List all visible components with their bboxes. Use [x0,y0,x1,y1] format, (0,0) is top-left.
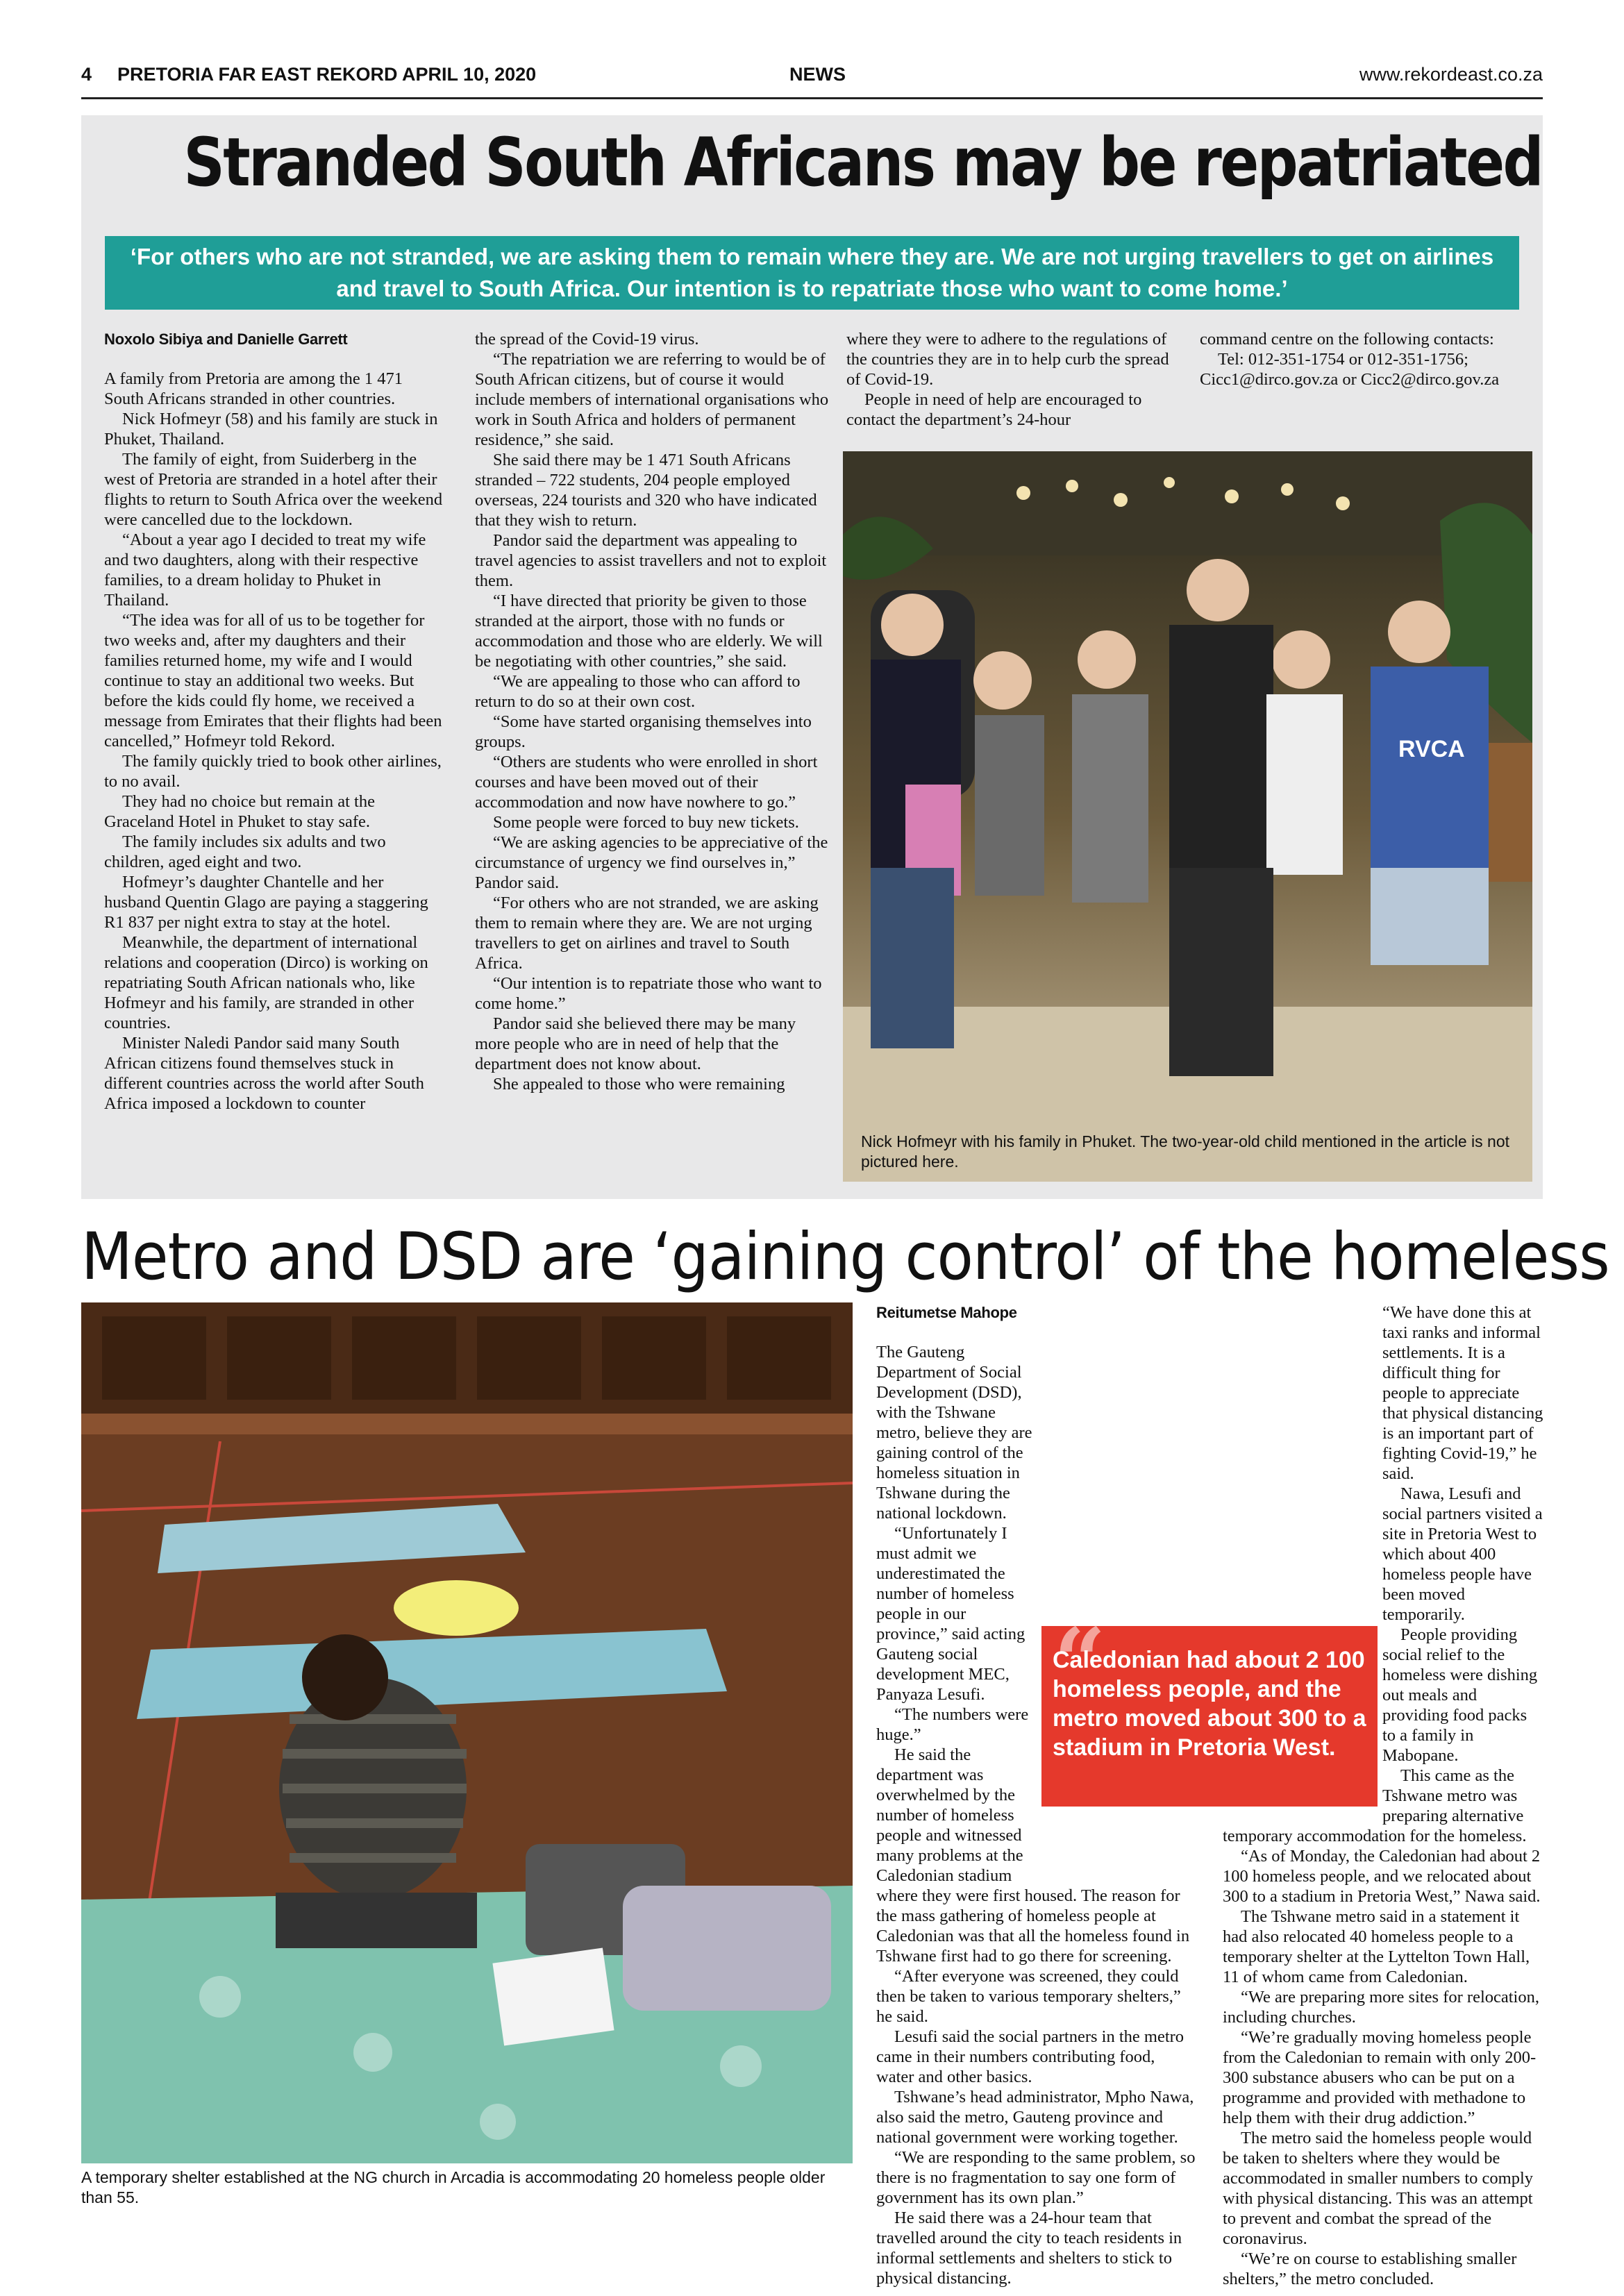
paragraph: They had no choice but remain at the Graceland Hotel in Phuket to stay safe. [104,792,375,831]
paragraph: The family quickly tried to book other airlines, to no avail. [104,752,442,791]
story1-byline: Noxolo Sibiya and Danielle Garrett [104,330,348,348]
paragraph: The Gauteng Department of Social Development (DSD), with the Tshwane metro, believe they are gaining control of the homeless situation in Tshwane during the national lockdown. [876,1343,1032,1523]
paragraph: “Our intention is to repatriate those who want to come home.” [475,974,822,1013]
paragraph: She appealed to those who were remaining [493,1075,785,1093]
paragraph: “We are responding to the same problem, so there is no fragmentation to say one form of government has its own plan.” [876,2148,1196,2207]
paragraph: “About a year ago I decided to treat my wife and two daughters, along with their respective families, to a dream holiday to Phuket in Thailand. [104,530,426,610]
family-photo [843,451,1532,1182]
paragraph: “For others who are not stranded, we are asking them to remain where they are. We are not urging travellers to get on airlines and travel to South Africa. [475,894,819,973]
story2-byline: Reitumetse Mahope [876,1304,1017,1321]
paragraph: “Some have started organising themselves into groups. [475,712,812,751]
website-url[interactable]: www.rekordeast.co.za [1359,64,1543,85]
paragraph: “The numbers were huge.” [876,1705,1029,1744]
paragraph: The family of eight, from Suiderberg in the west of Pretoria are stranded in a hotel after their flights to return to South Africa over the weekend were cancelled due to the lockdown. [104,450,443,529]
paragraph: Meanwhile, the department of international relations and cooperation (Dirco) is working on repatriating South African nationals who, like Hofmeyr and his family, are stranded in other countries. [104,933,428,1032]
paragraph: “The repatriation we are referring to would be of South African citizens, but of course it would include members of international organisations who work in South Africa and holders of permanent residence,” she said. [475,350,829,449]
story1-column-4 [1200,329,1533,389]
paragraph: Pandor said the department was appealing to travel agencies to assist travellers and not to exploit them. [475,531,827,590]
paragraph: “Others are students who were enrolled in short courses and have been moved out of their accommodation and now have nowhere to go.” [475,753,818,812]
paragraph: He said the department was overwhelmed by the number of homeless people and witnessed many problems at the Caledonian stadium where they were first housed. The reason for the mass gathering of homeless people at Caledonian was that all the homeless found in Tshwane first had to go there for screening. [876,1745,1190,1966]
paragraph: “We are asking agencies to be appreciative of the circumstance of urgency we find ourselves in,” Pandor said. [475,833,828,892]
paragraph: This came as the Tshwane metro was preparing alternative temporary accommodation for the homeless. [1223,1766,1527,1845]
paragraph: The metro said the homeless people would be taken to shelters where they would be accommodated in smaller numbers to comply with physical distancing. This was an attempt to prevent and combat the spread of the coronavirus. [1223,2129,1534,2248]
paragraph: Nawa, Lesufi and social partners visited a site in Pretoria West to which about 400 homeless people have been moved temporarily. [1382,1484,1543,1624]
paragraph: Hofmeyr’s daughter Chantelle and her husband Quentin Glago are paying a staggering R1 837 per night extra to stay at the hotel. [104,873,428,932]
paragraph: Tshwane’s head administrator, Mpho Nawa, also said the metro, Gauteng province and national government were working together. [876,2088,1194,2147]
paragraph: where they were to adhere to the regulations of the countries they are in to help curb the spread of Covid-19. [846,330,1169,389]
shelter-photo-caption: A temporary shelter established at the NG church in Arcadia is accommodating 20 homeless people older than 55. [81,2168,826,2206]
paragraph: The Tshwane metro said in a statement it had also relocated 40 homeless people to a temporary shelter at the Lyttelton Town Hall, 11 of whom came from Caledonian. [1223,1907,1530,1986]
story1-column-2 [475,329,829,1094]
paragraph: Pandor said she believed there may be many more people who are in need of help that the department does not know about. [475,1014,796,1073]
shelter-photo [81,1302,853,2163]
tshirt-text: RVCA [1398,736,1465,762]
paragraph: “We’re on course to establishing smaller shelters,” the metro concluded. [1223,2249,1517,2288]
paragraph: Lesufi said the social partners in the metro came in their numbers contributing food, water and other basics. [876,2027,1184,2086]
paragraph: “I have directed that priority be given to those stranded at the airport, those with no funds or accommodation and those who are elderly. We will be negotiating with other countries,” she said. [475,592,823,671]
paragraph: Minister Naledi Pandor said many South African citizens found themselves stuck in different countries across the world after South Africa imposed a lockdown to counter [104,1034,424,1113]
paragraph: “After everyone was screened, they could then be taken to various temporary shelters,” he said. [876,1967,1181,2026]
paragraph: She said there may be 1 471 South Africans stranded – 722 students, 204 people employed overseas, 224 tourists and 320 who have indicated that they wish to return. [475,451,817,530]
paragraph: Nick Hofmeyr (58) and his family are stuck in Phuket, Thailand. [104,410,438,449]
paragraph: Tel: 012-351-1754 or 012-351-1756; Cicc1@dirco.gov.za or Cicc2@dirco.gov.za [1200,350,1500,389]
story1-column-3 [846,329,1173,430]
story1-headline: Stranded South Africans may be repatriated [183,124,1542,201]
page-header [81,60,1543,99]
publication-dateline: PRETORIA FAR EAST REKORD APRIL 10, 2020 [117,64,537,85]
paragraph: “We’re gradually moving homeless people from the Caledonian to remain with only 200-300 substance abusers who can be put on a programme and provided with methadone to help them with their drug addiction.” [1223,2028,1537,2127]
paragraph: “The idea was for all of us to be together for two weeks and, after my daughters and their families returned home, my wife and I would continue to stay an additional two weeks. But before the kids could fly home, we received a message from Emirates that their flights had been cancelled,” Hofmeyr told Rekord. [104,611,442,751]
page-number: 4 [81,64,92,85]
paragraph: “Unfortunately I must admit we underestimated the number of homeless people in our province,” said acting Gauteng social development MEC, Panyaza Lesufi. [876,1524,1026,1704]
paragraph: Some people were forced to buy new tickets. [493,813,799,832]
paragraph: People providing social relief to the homeless were dishing out meals and providing food packs to a family in Mabopane. [1382,1625,1538,1765]
section-label: NEWS [789,64,846,85]
story1-column-1 [104,329,444,1114]
paragraph: “We are preparing more sites for relocation, including churches. [1223,1988,1539,2027]
story1-col1-body [104,369,444,1114]
paragraph: “As of Monday, the Caledonian had about 2 100 homeless people, and we relocated about 300 to a stadium in Pretoria West,” Nawa said. [1223,1847,1541,1906]
paragraph: People in need of help are encouraged to contact the department’s 24-hour [846,390,1142,429]
quote-mark-icon: “ [1054,1608,1106,1714]
story2-pull-quote-text: Caledonian had about 2 100 homeless people, and the metro moved about 300 to a stadium in Pretoria West. [1053,1647,1366,1761]
paragraph: The family includes six adults and two children, aged eight and two. [104,832,386,871]
story2-pull-quote [1041,1608,1378,1807]
paragraph: He said there was a 24-hour team that travelled around the city to teach residents in informal settlements and shelters to stick to physical distancing. [876,2209,1182,2288]
paragraph: the spread of the Covid-19 virus. [475,330,699,349]
family-photo-caption: Nick Hofmeyr with his family in Phuket. The two-year-old child mentioned in the article is not pictured here. [861,1132,1510,1171]
story1-pull-quote: ‘For others who are not stranded, we are asking them to remain where they are. We are not urging travellers to get on airlines and travel to South Africa. Our intention is to repatriate those who want to come home.’ [105,236,1519,310]
paragraph: command centre on the following contacts: [1200,330,1494,349]
paragraph: “We are appealing to those who can afford to return to do so at their own cost. [475,672,801,711]
paragraph: A family from Pretoria are among the 1 471 South Africans stranded in other countries. [104,369,403,408]
story2-headline: Metro and DSD are ‘gaining control’ of the homeless [81,1219,1609,1295]
paragraph: “We have done this at taxi ranks and informal settlements. It is a difficult thing for people to appreciate that physical distancing is an important part of fighting Covid-19,” he said. [1382,1303,1543,1483]
